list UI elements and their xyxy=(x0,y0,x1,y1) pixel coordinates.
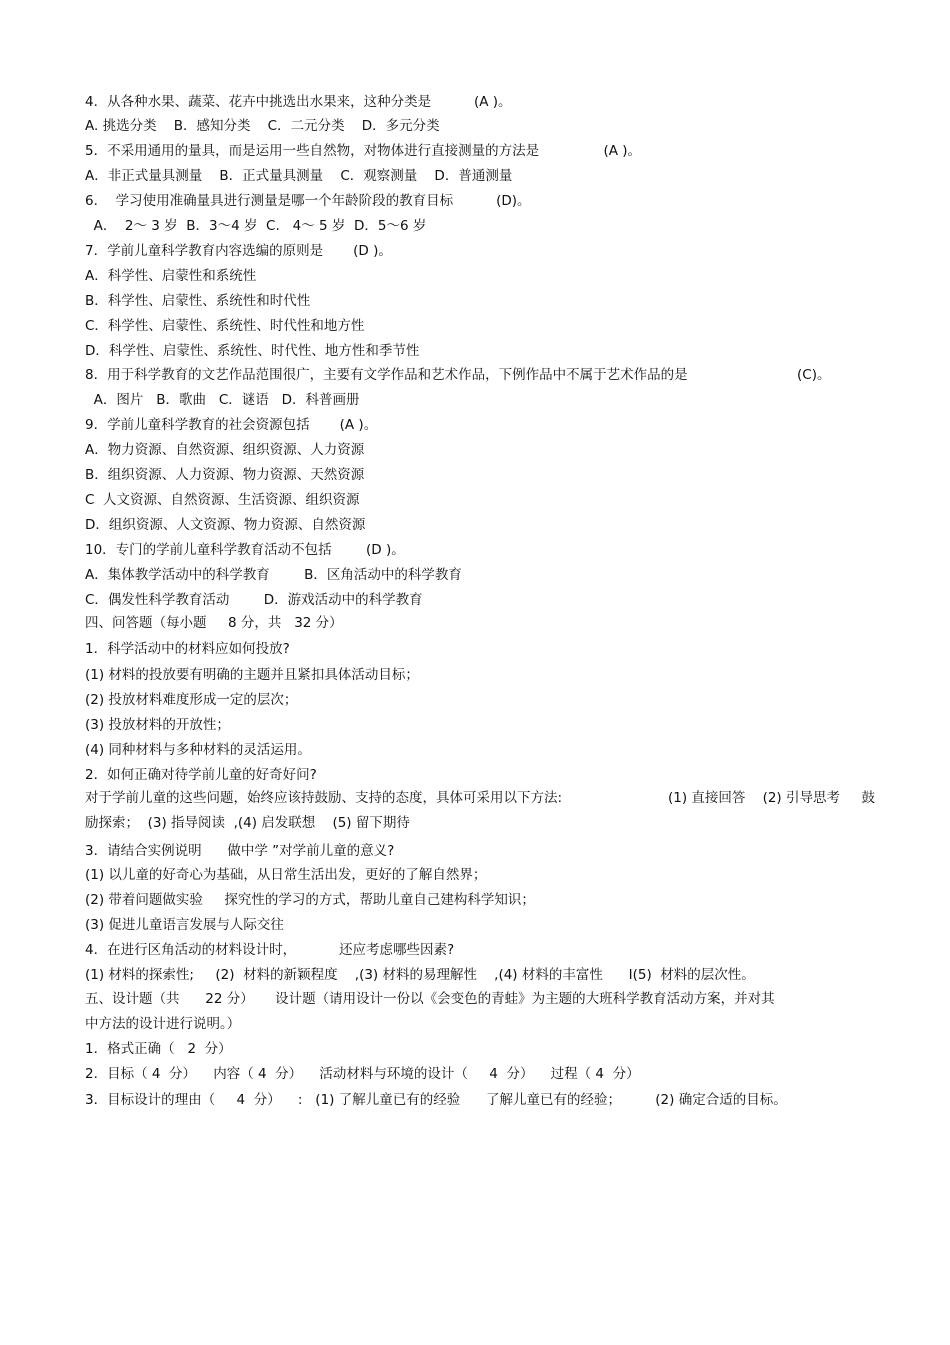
q9-option-d: D．组织资源、人文资源、物力资源、自然资源 xyxy=(85,517,366,533)
sa2-question: 2．如何正确对待学前儿童的好奇好问? xyxy=(85,767,317,783)
q10-options-cd: C．偶发性科学教育活动 D．游戏活动中的科学教育 xyxy=(85,592,423,608)
q8-question: 8．用于科学教育的文艺作品范围很广，主要有文学作品和艺术作品，下例作品中不属于艺术作品的是 xyxy=(85,367,688,383)
q8-options: A．图片 B．歌曲 C．谜语 D．科普画册 xyxy=(85,392,360,408)
q4-question: 4．从各种水果、蔬菜、花卉中挑选出水果来，这种分类是 (A )。 xyxy=(85,94,512,110)
sa1-answer-1: (1) 材料的投放要有明确的主题并且紧扣具体活动目标； xyxy=(85,667,419,683)
sa3-answer-3: (3) 促进儿童语言发展与人际交往 xyxy=(85,917,284,933)
q9-option-a: A．物力资源、自然资源、组织资源、人力资源 xyxy=(85,442,365,458)
q5-options: A．非正式量具测量 B．正式量具测量 C．观察测量 D．普通测量 xyxy=(85,168,513,184)
sa2-answer-line-2: 励探索； (3) 指导阅读 ,(4) 启发联想 (5) 留下期待 xyxy=(85,815,410,831)
q9-option-b: B．组织资源、人力资源、物力资源、天然资源 xyxy=(85,467,365,483)
q10-options-ab: A．集体教学活动中的科学教育 B．区角活动中的科学教育 xyxy=(85,567,462,583)
section-5-heading-cont: 中方法的设计进行说明。） xyxy=(85,1016,241,1032)
sa4-answer: (1) 材料的探索性; (2) 材料的新颖程度 ,(3) 材料的易理解性 ,(4) 材料的丰富性 I(5) 材料的层次性。 xyxy=(85,967,755,983)
q9-option-c: C 人文资源、自然资源、生活资源、组织资源 xyxy=(85,492,360,508)
sa2-answer-line-1: 对于学前儿童的这些问题，始终应该持鼓励、支持的态度，具体可采用以下方法: xyxy=(85,790,563,806)
sa3-answer-2: (2) 带着问题做实验 探究性的学习的方式，帮助儿童自己建构科学知识； xyxy=(85,892,535,908)
q4-options: A. 挑选分类 B．感知分类 C．二元分类 D．多元分类 xyxy=(85,118,440,134)
sa2-answer-methods: (1) 直接回答 (2) 引导思考 鼓 xyxy=(668,790,875,806)
sa3-answer-1: (1) 以儿童的好奇心为基础，从日常生活出发，更好的了解自然界； xyxy=(85,867,487,883)
sa1-answer-2: (2) 投放材料难度形成一定的层次； xyxy=(85,692,298,708)
q6-question: 6． 学习使用准确量具进行测量是哪一个年龄阶段的教育目标 (D)。 xyxy=(85,193,531,209)
sa1-question: 1．科学活动中的材料应如何投放? xyxy=(85,641,290,657)
q7-option-c: C．科学性、启蒙性、系统性、时代性和地方性 xyxy=(85,318,365,334)
q5-question: 5．不采用通用的量具，而是运用一些自然物，对物体进行直接测量的方法是 (A )。 xyxy=(85,143,642,159)
sa4-question: 4．在进行区角活动的材料设计时， 还应考虑哪些因素? xyxy=(85,942,455,958)
q7-option-b: B．科学性、启蒙性、系统性和时代性 xyxy=(85,293,311,309)
q7-option-d: D．科学性、启蒙性、系统性、时代性、地方性和季节性 xyxy=(85,343,420,359)
sa3-question: 3．请结合实例说明 做中学 ”对学前儿童的意义? xyxy=(85,843,395,859)
section-5-heading: 五、设计题（共 22 分） 设计题（请用设计一份以《会变色的青蛙》为主题的大班科学教育活动方案，并对其 xyxy=(85,991,775,1007)
design-point-2: 2．目标（ 4 分） 内容（ 4 分） 活动材料与环境的设计（ 4 分） 过程（ 4 分） xyxy=(85,1066,640,1082)
q7-question: 7．学前儿童科学教育内容选编的原则是 (D )。 xyxy=(85,243,392,259)
sa1-answer-4: (4) 同种材料与多种材料的灵活运用。 xyxy=(85,742,311,758)
design-point-3: 3．目标设计的理由（ 4 分） : (1) 了解儿童已有的经验 了解儿童已有的经验； (2) 确定合适的目标。 xyxy=(85,1092,787,1108)
q7-option-a: A．科学性、启蒙性和系统性 xyxy=(85,268,257,284)
sa1-answer-3: (3) 投放材料的开放性； xyxy=(85,717,230,733)
q8-answer: (C)。 xyxy=(797,367,831,383)
design-point-1: 1．格式正确（ 2 分） xyxy=(85,1041,232,1057)
q6-options: A． 2～ 3 岁 B．3～4 岁 C. 4～ 5 岁 D．5～6 岁 xyxy=(85,218,427,234)
q10-question: 10．专门的学前儿童科学教育活动不包括 (D )。 xyxy=(85,542,405,558)
q9-question: 9．学前儿童科学教育的社会资源包括 (A )。 xyxy=(85,417,378,433)
section-4-heading: 四、问答题（每小题 8 分，共 32 分） xyxy=(85,615,343,631)
